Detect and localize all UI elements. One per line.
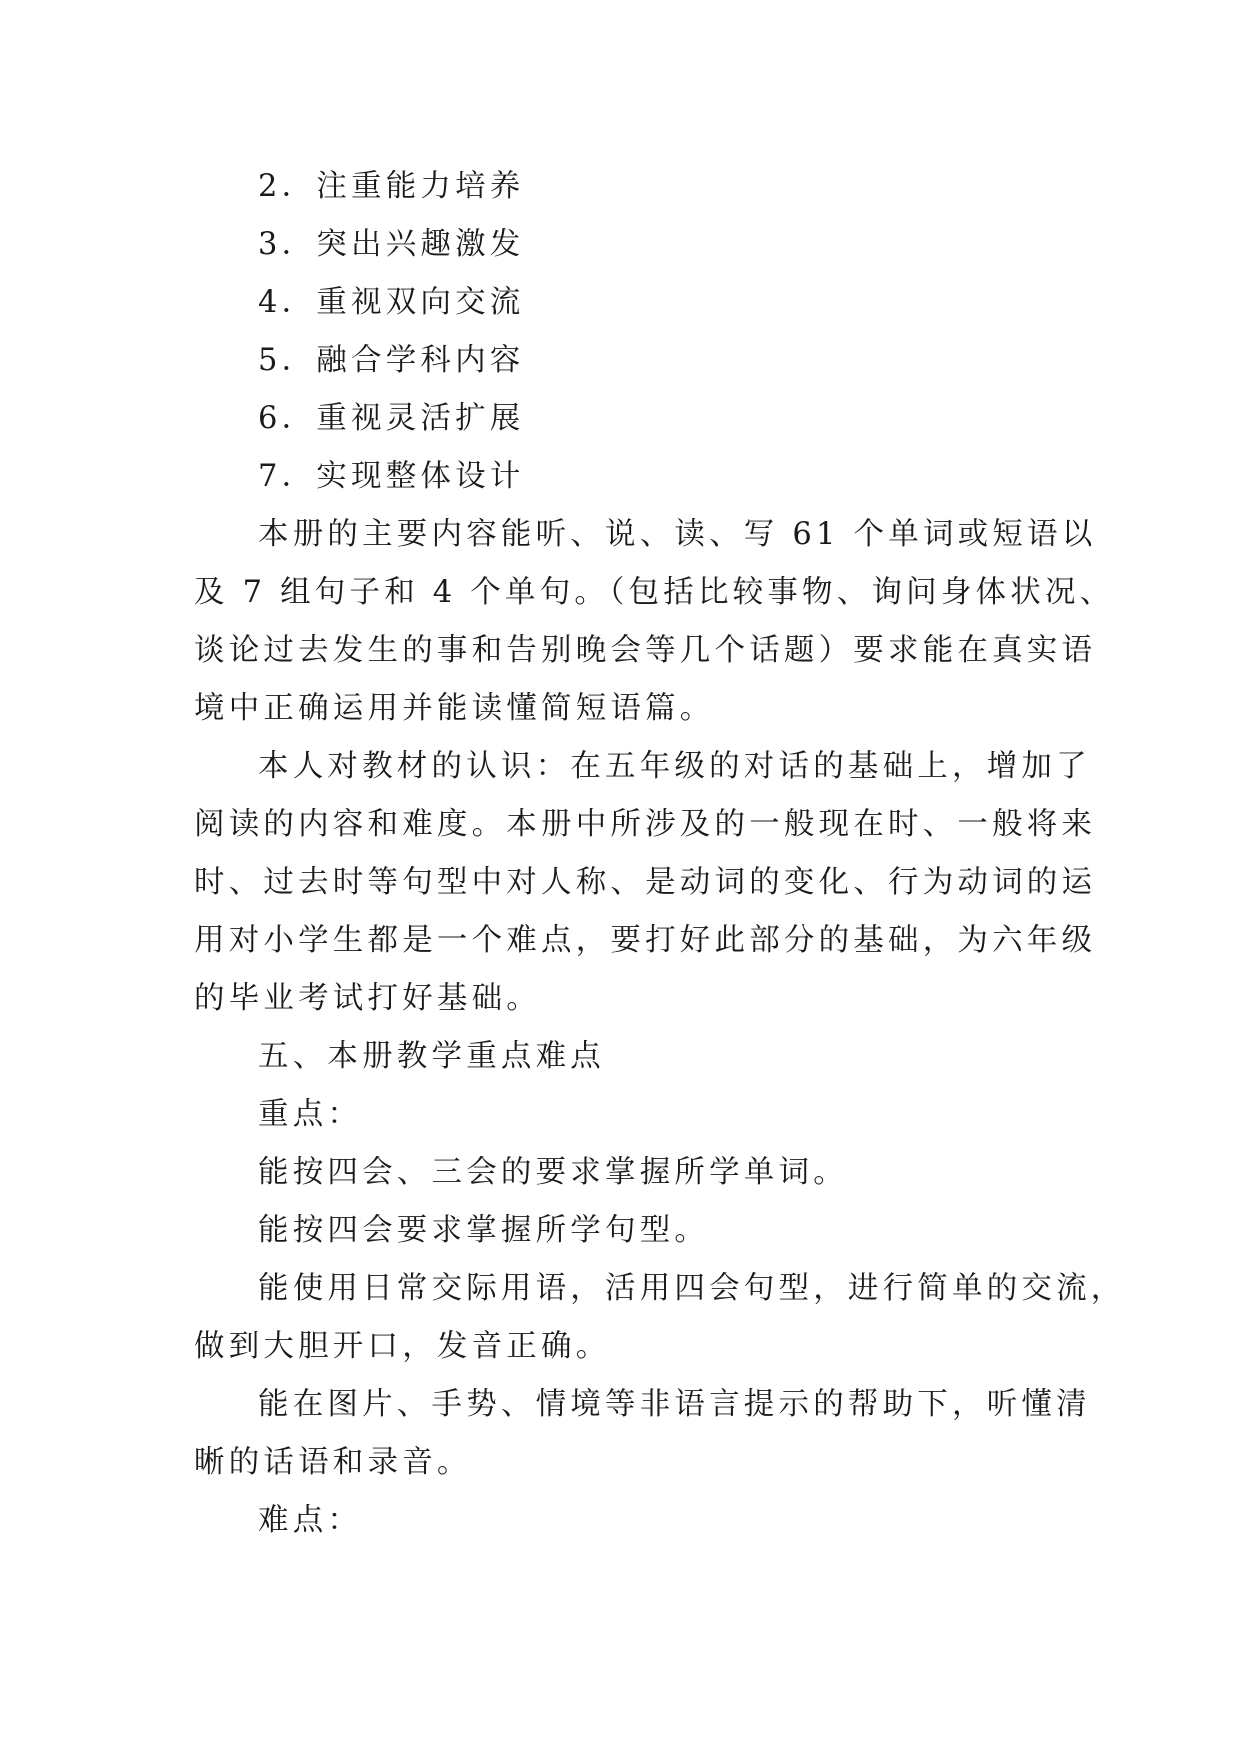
paragraph-line: 做到大胆开口，发音正确。 bbox=[194, 1329, 611, 1364]
section-heading: 五、本册教学重点难点 bbox=[258, 1039, 605, 1074]
list-item-interest: 3．突出兴趣激发 bbox=[258, 227, 525, 262]
paragraph-line: 的毕业考试打好基础。 bbox=[194, 981, 541, 1016]
paragraph-line: 能使用日常交际用语，活用四会句型，进行简单的交流， bbox=[258, 1271, 1126, 1306]
paragraph-line: 时、过去时等句型中对人称、是动词的变化、行为动词的运 bbox=[194, 865, 1097, 900]
paragraph-line: 阅读的内容和难度。本册中所涉及的一般现在时、一般将来 bbox=[194, 807, 1097, 842]
list-item-communication: 4．重视双向交流 bbox=[258, 285, 525, 320]
list-item-expansion: 6．重视灵活扩展 bbox=[258, 401, 525, 436]
paragraph-line: 能在图片、手势、情境等非语言提示的帮助下，听懂清 bbox=[258, 1387, 1091, 1422]
document-body bbox=[194, 158, 1126, 1550]
key-point-listening bbox=[194, 1376, 1091, 1492]
paragraph-textbook-understanding bbox=[194, 738, 1097, 1028]
list-item-subjects: 5．融合学科内容 bbox=[258, 343, 525, 378]
paragraph-main-content bbox=[194, 506, 1115, 738]
key-point-communication bbox=[194, 1260, 1126, 1376]
paragraph-line: 及 7 组句子和 4 个单句。（包括比较事物、询问身体状况、 bbox=[194, 575, 1115, 610]
difficulties-label: 难点： bbox=[258, 1503, 363, 1538]
list-item-design: 7．实现整体设计 bbox=[258, 459, 525, 494]
key-point-sentences: 能按四会要求掌握所学句型。 bbox=[258, 1213, 710, 1248]
key-point-words: 能按四会、三会的要求掌握所学单词。 bbox=[258, 1155, 848, 1190]
paragraph-line: 本人对教材的认识：在五年级的对话的基础上，增加了 bbox=[258, 749, 1091, 784]
paragraph-line: 晰的话语和录音。 bbox=[194, 1445, 472, 1480]
paragraph-line: 用对小学生都是一个难点，要打好此部分的基础，为六年级 bbox=[194, 923, 1097, 958]
key-points-label: 重点： bbox=[258, 1097, 363, 1132]
paragraph-line: 境中正确运用并能读懂简短语篇。 bbox=[194, 691, 715, 726]
list-item-ability: 2．注重能力培养 bbox=[258, 169, 525, 204]
paragraph-line: 本册的主要内容能听、说、读、写 61 个单词或短语以 bbox=[258, 517, 1097, 552]
paragraph-line: 谈论过去发生的事和告别晚会等几个话题）要求能在真实语 bbox=[194, 633, 1097, 668]
